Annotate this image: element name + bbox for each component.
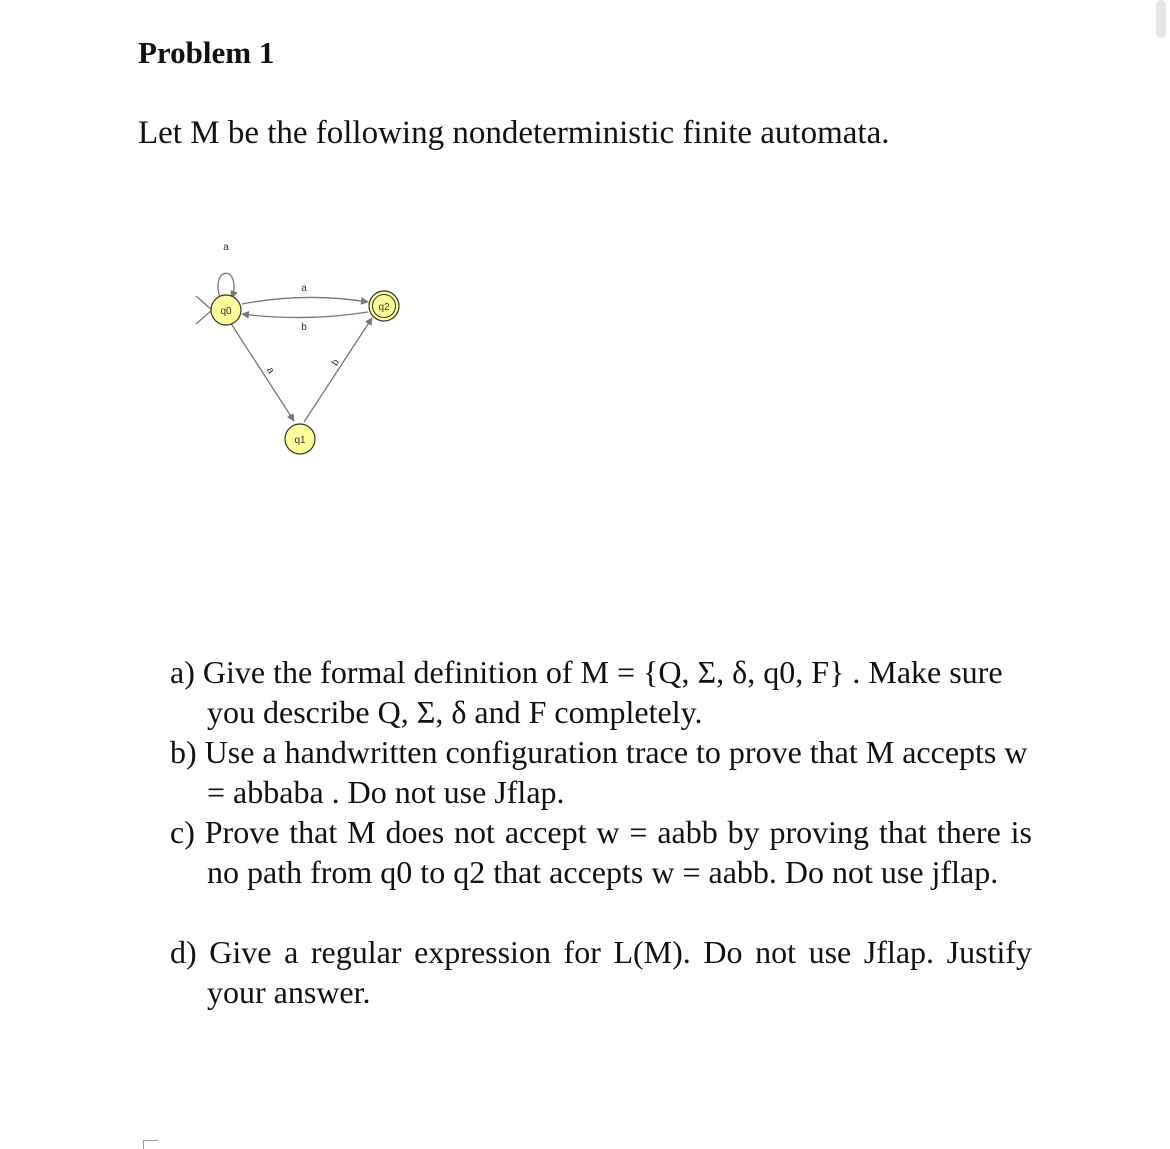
question-c: c) Prove that M does not accept w = aabb by proving that there is no path from q0 to q2 that accepts w = aabb. Do not use jflap. [170,814,1032,890]
question-list [170,652,1032,1012]
edge-q0-q1 [230,322,294,421]
nfa-diagram [180,230,420,470]
edge-label-q1-q2: b [329,357,343,368]
state-q2 [369,291,399,321]
scrollbar[interactable] [1156,0,1166,38]
edge-q0-q2 [242,297,368,304]
state-label-q0: q0 [220,306,232,317]
edge-label-q0-q1: a [263,365,277,376]
edge-q1-q2 [304,318,372,422]
edge-q0-q0 [218,273,234,298]
state-label-q1: q1 [294,435,306,446]
edge-label-q0-q0: a [223,242,229,253]
problem-title: Problem 1 [138,35,275,70]
state-label-q2: q2 [378,302,390,313]
edge-q2-q0 [242,312,368,318]
state-q0 [211,295,241,325]
start-arrow [196,296,212,324]
question-d: d) Give a regular expression for L(M). Do not use Jflap. Justify your answer. [170,934,1032,1010]
state-q1 [285,424,315,454]
edge-label-q0-q2: a [301,283,307,294]
page-corner-mark [143,1140,158,1149]
problem-intro: Let M be the following nondeterministic finite automata. [138,115,890,151]
question-b: b) Use a handwritten configuration trace to prove that M accepts w = abbaba . Do not use Jflap. [170,734,1028,810]
question-a: a) Give the formal definition of M = {Q, Σ, δ, q0, F} . Make sure you describe Q, Σ, δ and F completely. [170,654,1003,730]
edge-label-q2-q0: b [301,322,307,333]
